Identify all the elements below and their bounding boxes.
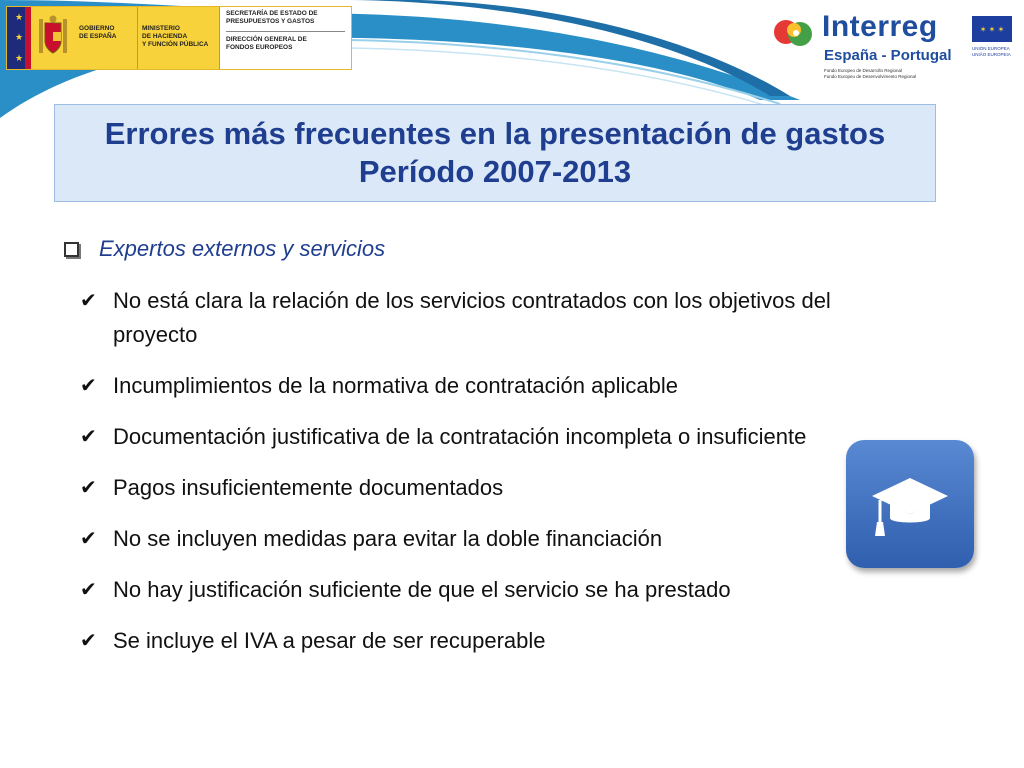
eu-caption: [972, 46, 1011, 58]
check-icon: ✔: [80, 290, 97, 312]
list-item: [80, 369, 920, 403]
list-item-text: No se incluyen medidas para evitar la doble financiación: [113, 526, 663, 551]
slide-subtitle: Período 2007-2013: [358, 154, 632, 189]
interreg-logo: [772, 10, 1018, 86]
interreg-emblem-icon: [772, 16, 816, 52]
coat-of-arms-icon: [31, 7, 75, 69]
section-heading-label: Expertos externos y servicios: [99, 236, 386, 261]
ministerio-line: Y FUNCIÓN PÚBLICA: [142, 41, 209, 48]
list-item: [80, 284, 920, 352]
check-icon: ✔: [80, 477, 97, 499]
graduation-cap-icon: [868, 462, 952, 546]
star-icon: ★: [14, 32, 24, 43]
list-item-text: Documentación justificativa de la contratación incompleta o insuficiente: [113, 424, 807, 449]
slide-title-box: [54, 104, 936, 202]
list-item: [80, 420, 920, 454]
secretaria-direccion-box: [219, 7, 351, 69]
list-item-text: No está clara la relación de los servicios contratados con los objetivos del proyecto: [113, 288, 831, 347]
eu-line: UNIÓN EUROPEA: [972, 46, 1010, 51]
ministerio-line: DE HACIENDA: [142, 33, 188, 40]
check-icon: ✔: [80, 630, 97, 652]
section-heading: [64, 236, 385, 262]
interreg-brand: Interreg: [822, 10, 938, 43]
slide-title: Errores más frecuentes en la presentación de gastos: [104, 116, 886, 151]
divider: [226, 31, 345, 32]
star-icon: ★: [14, 11, 24, 22]
graduation-cap-tile: [846, 440, 974, 568]
list-item-text: No hay justificación suficiente de que el servicio se ha prestado: [113, 577, 731, 602]
interreg-region: España - Portugal: [824, 47, 952, 64]
eu-line: UNIÃO EUROPEIA: [972, 52, 1011, 57]
check-icon: ✔: [80, 375, 97, 397]
list-item-text: Incumplimientos de la normativa de contratación aplicable: [113, 373, 678, 398]
fund-line: Fundo Europeu de Desenvolvimento Regional: [824, 74, 917, 79]
bullet-list: [80, 284, 920, 675]
ministerio-label: [137, 7, 219, 69]
fund-caption: [824, 68, 916, 80]
check-icon: ✔: [80, 528, 97, 550]
checkbox-icon: [64, 242, 79, 257]
list-item-text: Se incluye el IVA a pesar de ser recuperable: [113, 628, 546, 653]
direccion-line: FONDOS EUROPEOS: [226, 44, 293, 51]
eu-flag-icon: ✶ ✶ ✶: [972, 16, 1012, 42]
list-item: [80, 573, 920, 607]
list-item: [80, 471, 920, 505]
eu-stars-strip: [7, 7, 31, 69]
list-item: [80, 624, 920, 658]
star-icon: ★: [14, 53, 24, 64]
gobierno-line: DE ESPAÑA: [79, 33, 117, 40]
direccion-line: DIRECCIÓN GENERAL DE: [226, 36, 307, 43]
ministerio-line: MINISTERIO: [142, 25, 180, 32]
secretaria-line: PRESUPUESTOS Y GASTOS: [226, 18, 315, 25]
gobierno-line: GOBIERNO: [79, 25, 115, 32]
check-icon: ✔: [80, 426, 97, 448]
gobierno-label: [75, 7, 137, 69]
secretaria-line: SECRETARÍA DE ESTADO DE: [226, 10, 318, 17]
list-item: [80, 522, 920, 556]
fund-line: Fondo Europeo de Desarrollo Regional: [824, 68, 903, 73]
list-item-text: Pagos insuficientemente documentados: [113, 475, 504, 500]
government-header: [6, 6, 352, 70]
check-icon: ✔: [80, 579, 97, 601]
